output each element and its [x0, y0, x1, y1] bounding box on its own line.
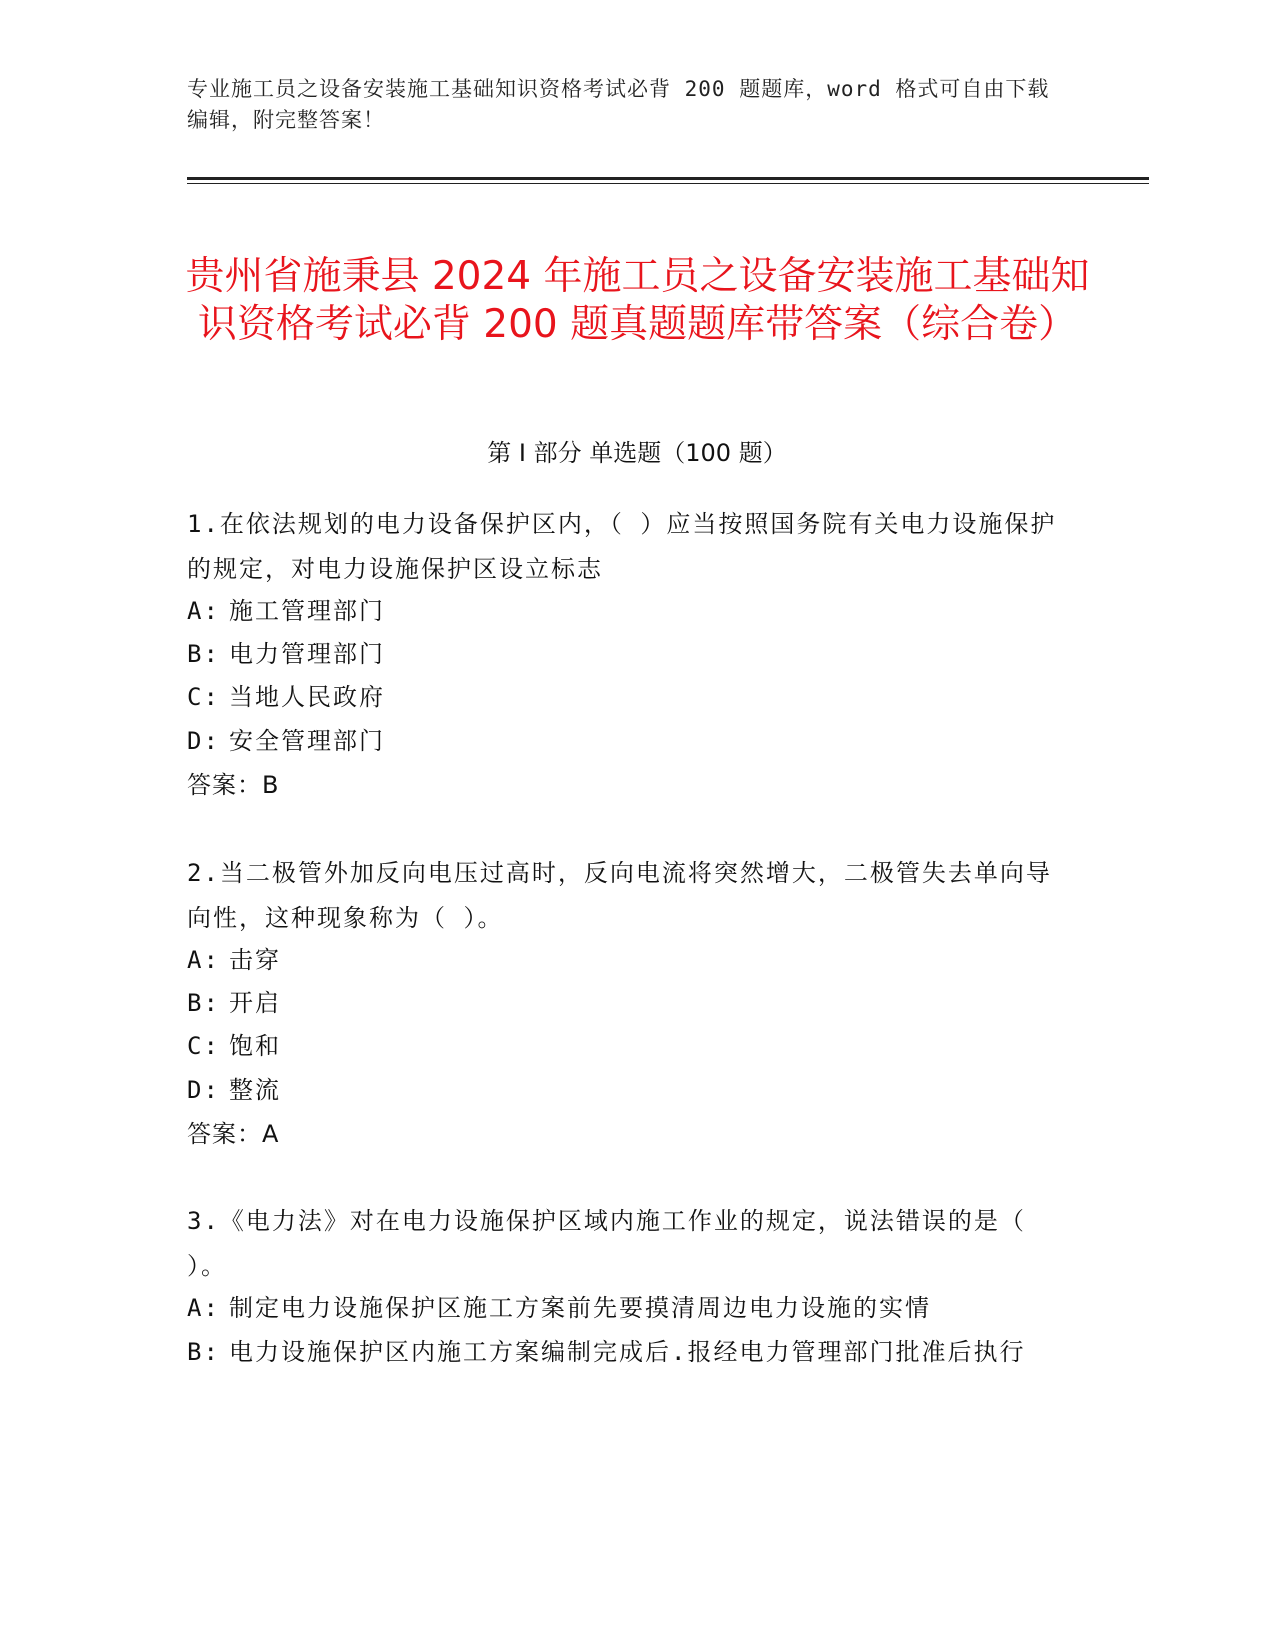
option-letter: B:: [187, 989, 220, 1017]
option-letter: A:: [187, 1294, 220, 1322]
option-text: 制定电力设施保护区施工方案前先要摸清周边电力设施的实情: [229, 1294, 931, 1322]
question-3-option-b: [187, 1330, 1047, 1375]
option-text: 整流: [229, 1076, 281, 1104]
option-letter: B:: [187, 1338, 220, 1366]
option-text: 饱和: [229, 1032, 281, 1060]
header-divider-thin: [187, 183, 1149, 184]
question-1-option-a: [187, 589, 1067, 634]
question-1-answer: 答案：B: [187, 771, 280, 799]
option-letter: C:: [187, 1032, 220, 1060]
option-text: 当地人民政府: [229, 683, 385, 711]
option-text: 开启: [229, 989, 281, 1017]
header-divider-thick: [187, 177, 1149, 180]
option-text: 电力管理部门: [229, 640, 385, 668]
question-2-answer: 答案：A: [187, 1120, 280, 1148]
document-title: 贵州省施秉县 2024 年施工员之设备安装施工基础知识资格考试必背 200 题真题题库带答案（综合卷）: [185, 254, 1090, 348]
option-text: 安全管理部门: [229, 727, 385, 755]
question-3-option-a: [187, 1286, 1067, 1331]
option-text: 电力设施保护区内施工方案编制完成后.报经电力管理部门批准后执行: [229, 1338, 1026, 1366]
section-heading: 第 I 部分 单选题（100 题）: [487, 439, 787, 467]
question-2-stem: 2.当二极管外加反向电压过高时，反向电流将突然增大，二极管失去单向导向性，这种现象称为（ ）。: [187, 859, 1052, 932]
option-letter: A:: [187, 597, 220, 625]
option-text: 施工管理部门: [229, 597, 385, 625]
question-2-option-c: [187, 1024, 1067, 1069]
option-letter: D:: [187, 727, 220, 755]
question-1-option-b: [187, 632, 1067, 677]
question-1-option-c: [187, 675, 1067, 720]
question-2-option-d: [187, 1068, 1067, 1113]
question-2-option-b: [187, 981, 1067, 1026]
option-letter: C:: [187, 683, 220, 711]
question-1-option-d: [187, 719, 1067, 764]
question-3-stem: 3.《电力法》对在电力设施保护区域内施工作业的规定，说法错误的是（ ）。: [187, 1207, 1026, 1280]
question-2-option-a: [187, 938, 1067, 983]
option-letter: B:: [187, 640, 220, 668]
question-1-stem: 1.在依法规划的电力设备保护区内，（ ）应当按照国务院有关电力设施保护的规定，对电力设施保护区设立标志: [187, 510, 1057, 583]
option-text: 击穿: [229, 946, 281, 974]
option-letter: A:: [187, 946, 220, 974]
option-letter: D:: [187, 1076, 220, 1104]
header-note: 专业施工员之设备安装施工基础知识资格考试必背 200 题题库，word 格式可自由下载编辑，附完整答案！: [187, 77, 1050, 132]
